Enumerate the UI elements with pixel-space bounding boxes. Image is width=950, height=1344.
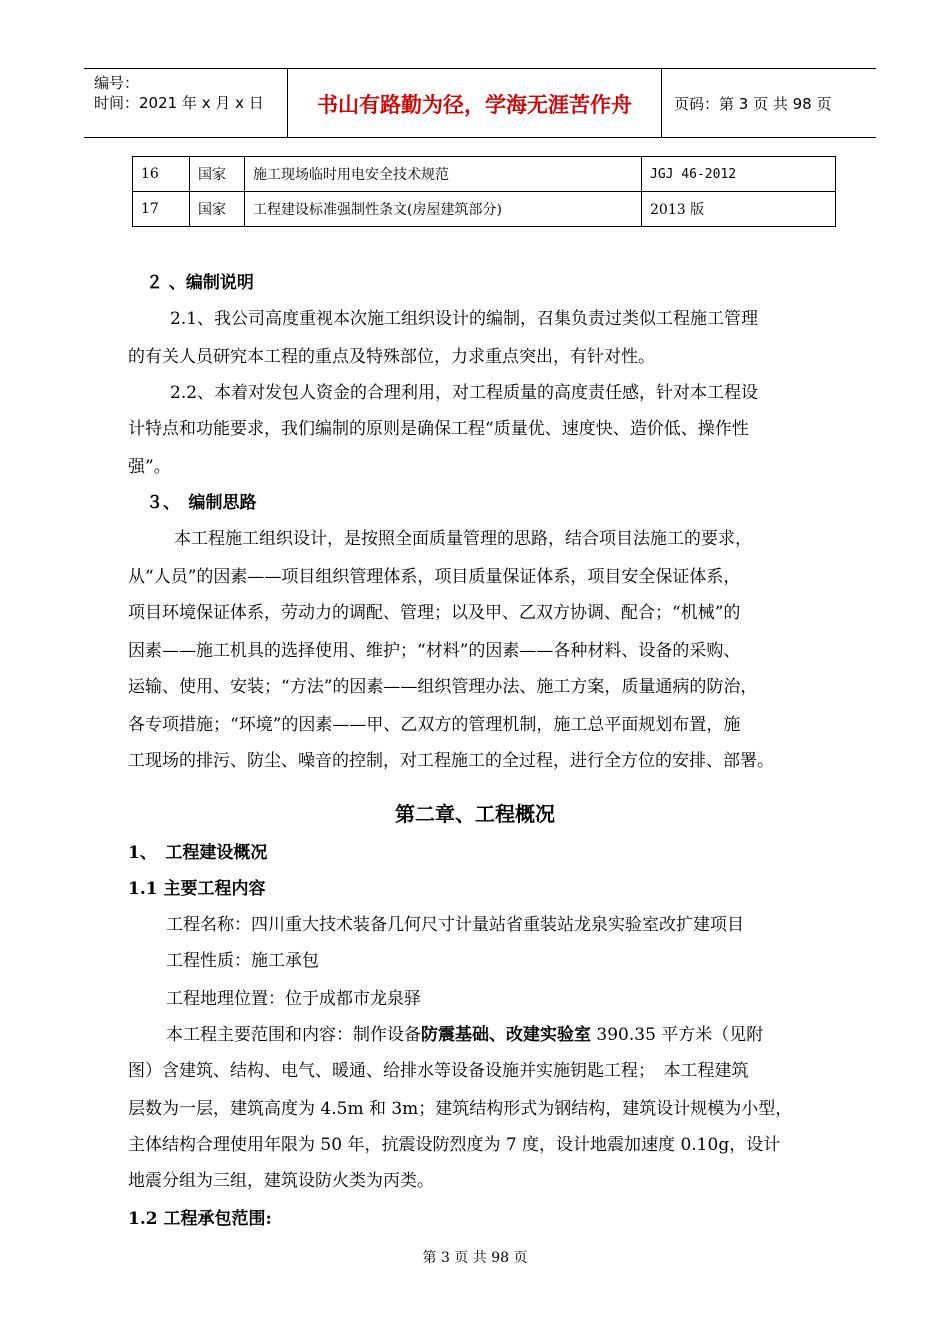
project-name: 工程名称：四川重大技术装备几何尺寸计量站省重装站龙泉实验室改扩建项目 bbox=[166, 915, 744, 935]
row-name: 施工现场临时用电安全技术规范 bbox=[245, 157, 642, 192]
paragraph-line: 图）含建筑、结构、电气、暖通、给排水等设备设施并实施钥匙工程； 本工程建筑 bbox=[128, 1061, 749, 1081]
scope-emphasis: 防震基础、改建实验室 bbox=[421, 1025, 591, 1045]
section-heading: 1、 工程建设概况 bbox=[128, 843, 268, 863]
paragraph-line: 运输、使用、安装；“方法”的因素——组织管理办法、施工方案，质量通病的防治， bbox=[128, 677, 758, 697]
section-heading: ３、 编制思路 bbox=[146, 493, 257, 513]
standards-table bbox=[132, 156, 836, 227]
row-number: 16 bbox=[133, 157, 190, 192]
page-footer: 第 3 页 共 98 页 bbox=[422, 1250, 528, 1266]
paragraph-line: 项目环境保证体系，劳动力的调配、管理；以及甲、乙双方协调、配合；“机械”的 bbox=[128, 603, 741, 623]
subsection-heading: 1.2 工程承包范围: bbox=[128, 1209, 272, 1229]
scope-text: 390.35 平方米（见附 bbox=[591, 1025, 764, 1045]
paragraph-line: 因素——施工机具的选择使用、维护；“材料”的因素——各种材料、设备的采购、 bbox=[128, 641, 741, 661]
chapter-title: 第二章、工程概况 bbox=[395, 802, 555, 826]
paragraph-line: 2.1、我公司高度重视本次施工组织设计的编制，召集负责过类似工程施工管理 bbox=[170, 309, 759, 329]
paragraph-line: 强”。 bbox=[128, 457, 171, 477]
row-number: 17 bbox=[133, 192, 190, 227]
paragraph-line: 各专项措施；“环境”的因素——甲、乙双方的管理机制，施工总平面规划布置，施 bbox=[128, 715, 741, 735]
paragraph-line: 2.2、本着对发包人资金的合理利用，对工程质量的高度责任感，针对本工程设 bbox=[170, 383, 759, 403]
project-location: 工程地理位置：位于成都市龙泉驿 bbox=[166, 989, 421, 1009]
paragraph-line: 层数为一层，建筑高度为 4.5m 和 3m；建筑结构形式为钢结构，建筑设计规模为小型， bbox=[128, 1099, 793, 1119]
header-divider bbox=[661, 69, 662, 137]
header-motto: 书山有路勤为径，学海无涯苦作舟 bbox=[317, 93, 632, 117]
page-header bbox=[84, 68, 876, 138]
scope-text: 本工程主要范围和内容：制作设备 bbox=[166, 1025, 421, 1045]
paragraph-line: 主体结构合理使用年限为 50 年，抗震设防烈度为 7 度，设计地震加速度 0.10g，设计 bbox=[128, 1135, 781, 1155]
paragraph-line: 从“人员”的因素——项目组织管理体系，项目质量保证体系，项目安全保证体系， bbox=[128, 567, 741, 587]
paragraph-line: 的有关人员研究本工程的重点及特殊部位，力求重点突出，有针对性。 bbox=[128, 347, 655, 367]
row-code: 2013 版 bbox=[642, 192, 836, 227]
paragraph-line: 本工程施工组织设计，是按照全面质量管理的思路，结合项目法施工的要求， bbox=[174, 529, 752, 549]
number-label: 编号： bbox=[94, 74, 140, 92]
project-nature: 工程性质：施工承包 bbox=[166, 951, 319, 971]
paragraph-line: 工现场的排污、防尘、噪音的控制，对工程施工的全过程，进行全方位的安排、部署。 bbox=[128, 751, 774, 771]
section-heading: ２ 、编制说明 bbox=[146, 273, 254, 293]
row-code: JGJ 46-2012 bbox=[642, 157, 836, 192]
header-meta bbox=[94, 73, 290, 113]
header-page-number: 页码：第 3 页 共 98 页 bbox=[674, 95, 832, 113]
subsection-heading: 1.1 主要工程内容 bbox=[128, 879, 266, 899]
table-row bbox=[133, 157, 836, 192]
row-name: 工程建设标准强制性条文(房屋建筑部分) bbox=[245, 192, 642, 227]
row-level: 国家 bbox=[190, 192, 245, 227]
paragraph-line: 计特点和功能要求，我们编制的原则是确保工程“质量优、速度快、造价低、操作性 bbox=[128, 419, 749, 439]
time-label: 时间：2021 年 x 月 x 日 bbox=[94, 94, 264, 112]
table-row bbox=[133, 192, 836, 227]
row-level: 国家 bbox=[190, 157, 245, 192]
paragraph-line: 地震分组为三组，建筑设防火类为丙类。 bbox=[128, 1171, 434, 1191]
scope-line bbox=[166, 1020, 763, 1045]
